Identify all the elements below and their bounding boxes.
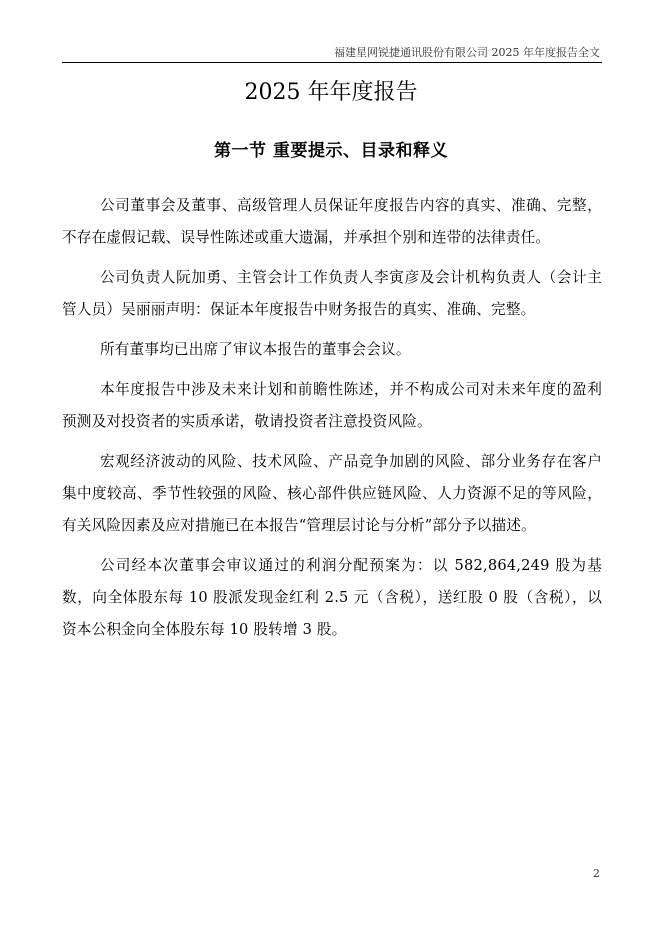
running-header: 福建星网锐捷通讯股份有限公司 2025 年年度报告全文 xyxy=(334,46,600,59)
paragraph-board-attendance: 所有董事均已出席了审议本报告的董事会会议。 xyxy=(99,341,411,358)
paragraph-accuracy-statement: 公司董事会及董事、高级管理人员保证年度报告内容的真实、准确、完整，不存在虚假记载、误导性陈述或重大遗漏，并承担个别和连带的法律责任。 xyxy=(62,197,602,246)
page-number: 2 xyxy=(593,867,600,880)
header-divider xyxy=(62,62,602,63)
paragraph-risk-factors: 宏观经济波动的风险、技术风险、产品竞争加剧的风险、部分业务存在客户集中度较高、季节性较强的风险、核心部件供应链风险、人力资源不足的等风险，有关风险因素及应对措施已在本报告“管理层讨论与分析”部分予以描述。 xyxy=(62,453,602,534)
paragraph-profit-distribution: 公司经本次董事会审议通过的利润分配预案为：以 582,864,249 股为基数，向全体股东每 10 股派发现金红利 2.5 元（含税），送红股 0 股（含税），以资本公积金向全体股东每 10 股转增 3 股。 xyxy=(62,557,602,638)
paragraph-forward-looking: 本年度报告中涉及未来计划和前瞻性陈述，并不构成公司对未来年度的盈利预测及对投资者的实质承诺，敬请投资者注意投资风险。 xyxy=(62,381,602,430)
section-title: 第一节 重要提示、目录和释义 xyxy=(214,141,448,161)
document-body xyxy=(62,190,602,646)
document-title: 2025 年年度报告 xyxy=(244,80,418,105)
paragraph-responsible-persons: 公司负责人阮加勇、主管会计工作负责人李寅彦及会计机构负责人（会计主管人员）吴丽丽声明：保证本年度报告中财务报告的真实、准确、完整。 xyxy=(62,269,602,318)
